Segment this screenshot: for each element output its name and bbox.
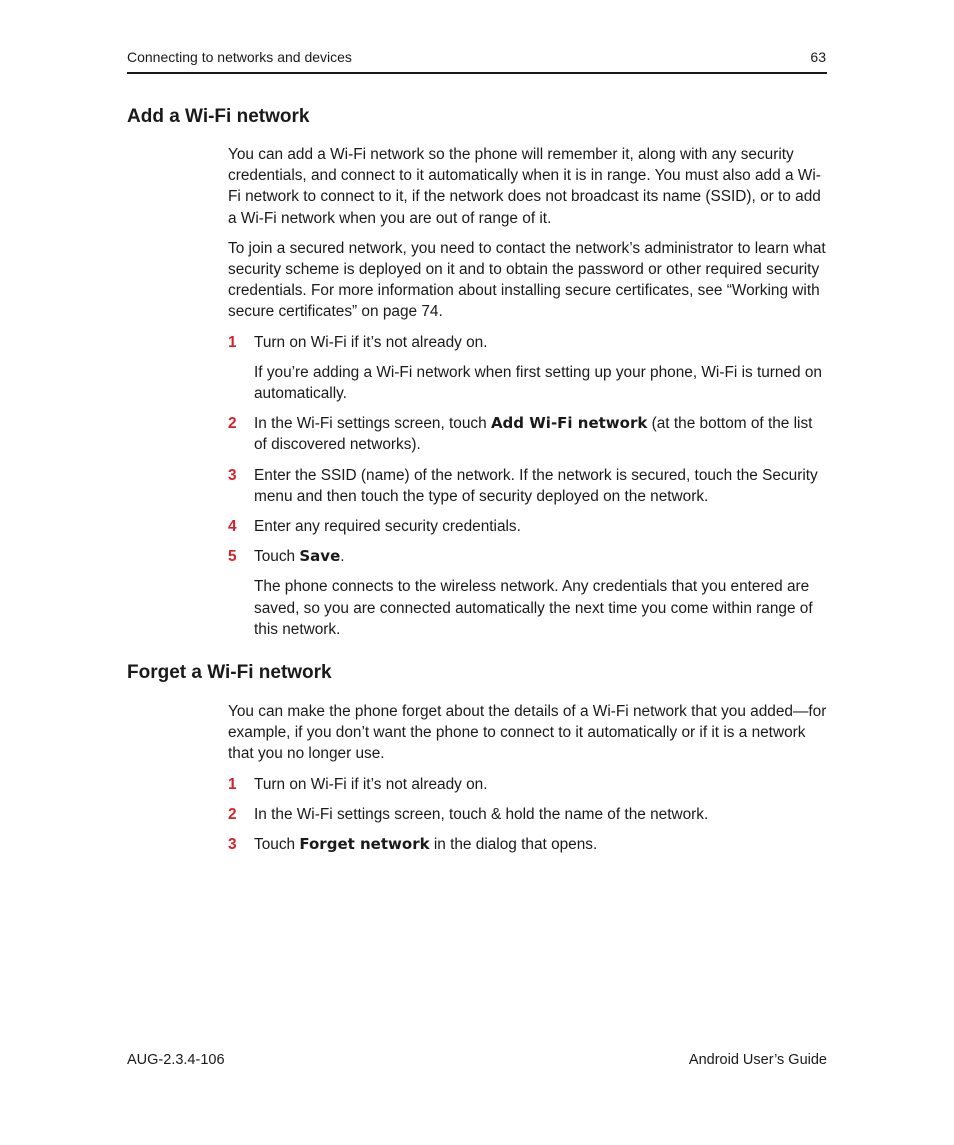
step-number: 4: [228, 518, 237, 536]
add-step-3: [228, 465, 828, 507]
add-step-1: [228, 332, 828, 353]
add-step-2: [228, 413, 828, 455]
forget-wifi-body: [228, 701, 828, 864]
step-text: Enter the SSID (name) of the network. If the network is secured, touch the Security menu and then touch the type of security deployed on the network.: [254, 466, 818, 505]
step-number: 1: [228, 333, 237, 351]
add-step-5: [228, 546, 828, 567]
step-text-pre: In the Wi-Fi settings screen, touch: [254, 415, 491, 433]
add-wifi-body: [228, 144, 828, 649]
step-text: Turn on Wi-Fi if it’s not already on.: [254, 333, 488, 351]
step-number: 2: [228, 415, 237, 433]
step-number: 5: [228, 548, 237, 566]
step-text: In the Wi-Fi settings screen, touch & hold the name of the network.: [254, 805, 709, 823]
forget-intro-paragraph: You can make the phone forget about the details of a Wi-Fi network that you added—for example, if you don’t want the phone to connect to it automatically or if it is a network that you no longer use.: [228, 703, 827, 763]
step-text-post: (at the bottom of the list of discovered networks).: [254, 415, 813, 454]
forget-network-label: Forget network: [299, 835, 430, 854]
add-wifi-network-label: Add Wi-Fi network: [490, 414, 648, 433]
document-id: AUG-2.3.4-106: [127, 1052, 225, 1068]
step-text: Turn on Wi-Fi if it’s not already on.: [254, 775, 488, 793]
save-label: Save: [299, 547, 341, 566]
add-wifi-heading: Add a Wi-Fi network: [127, 106, 310, 127]
step-text: Enter any required security credentials.: [254, 518, 521, 536]
step-number: 2: [228, 805, 237, 823]
guide-title: Android User’s Guide: [688, 1052, 827, 1068]
step-text-post: in the dialog that opens.: [429, 836, 598, 854]
section-title: Connecting to networks and devices: [127, 49, 352, 65]
page-number: 63: [810, 49, 826, 65]
step-number: 1: [228, 775, 237, 793]
step-text-pre: Touch: [254, 836, 300, 854]
forget-wifi-heading: Forget a Wi-Fi network: [127, 662, 332, 683]
step-number: 3: [228, 836, 237, 854]
add-security-paragraph: To join a secured network, you need to contact the network’s administrator to learn what security scheme is deployed on it and to obtain the password or other required security credentials. For more information about installing secure certificates, see “Working with secure certificates” on page 74.: [228, 239, 826, 321]
forget-step-2: [228, 804, 828, 825]
forget-step-1: [228, 774, 828, 795]
add-step-1-note: If you’re adding a Wi-Fi network when first setting up your phone, Wi-Fi is turned on automatically.: [254, 363, 822, 403]
step-text-pre: Touch: [254, 548, 300, 566]
page-header: [127, 48, 827, 74]
add-intro-paragraph: You can add a Wi-Fi network so the phone will remember it, along with any security credentials, and connect to it automatically when it is in range. You must also add a Wi-Fi network to connect to it, if the network does not broadcast its name (SSID), or to add a Wi-Fi network when you are out of range of it.: [228, 146, 821, 227]
add-step-4: [228, 516, 828, 537]
forget-step-3: [228, 834, 828, 855]
step-number: 3: [228, 466, 237, 484]
add-step-5-note: The phone connects to the wireless network. Any credentials that you entered are saved, so you are connected automatically the next time you come within range of this network.: [254, 578, 813, 638]
step-text-post: .: [340, 548, 345, 566]
